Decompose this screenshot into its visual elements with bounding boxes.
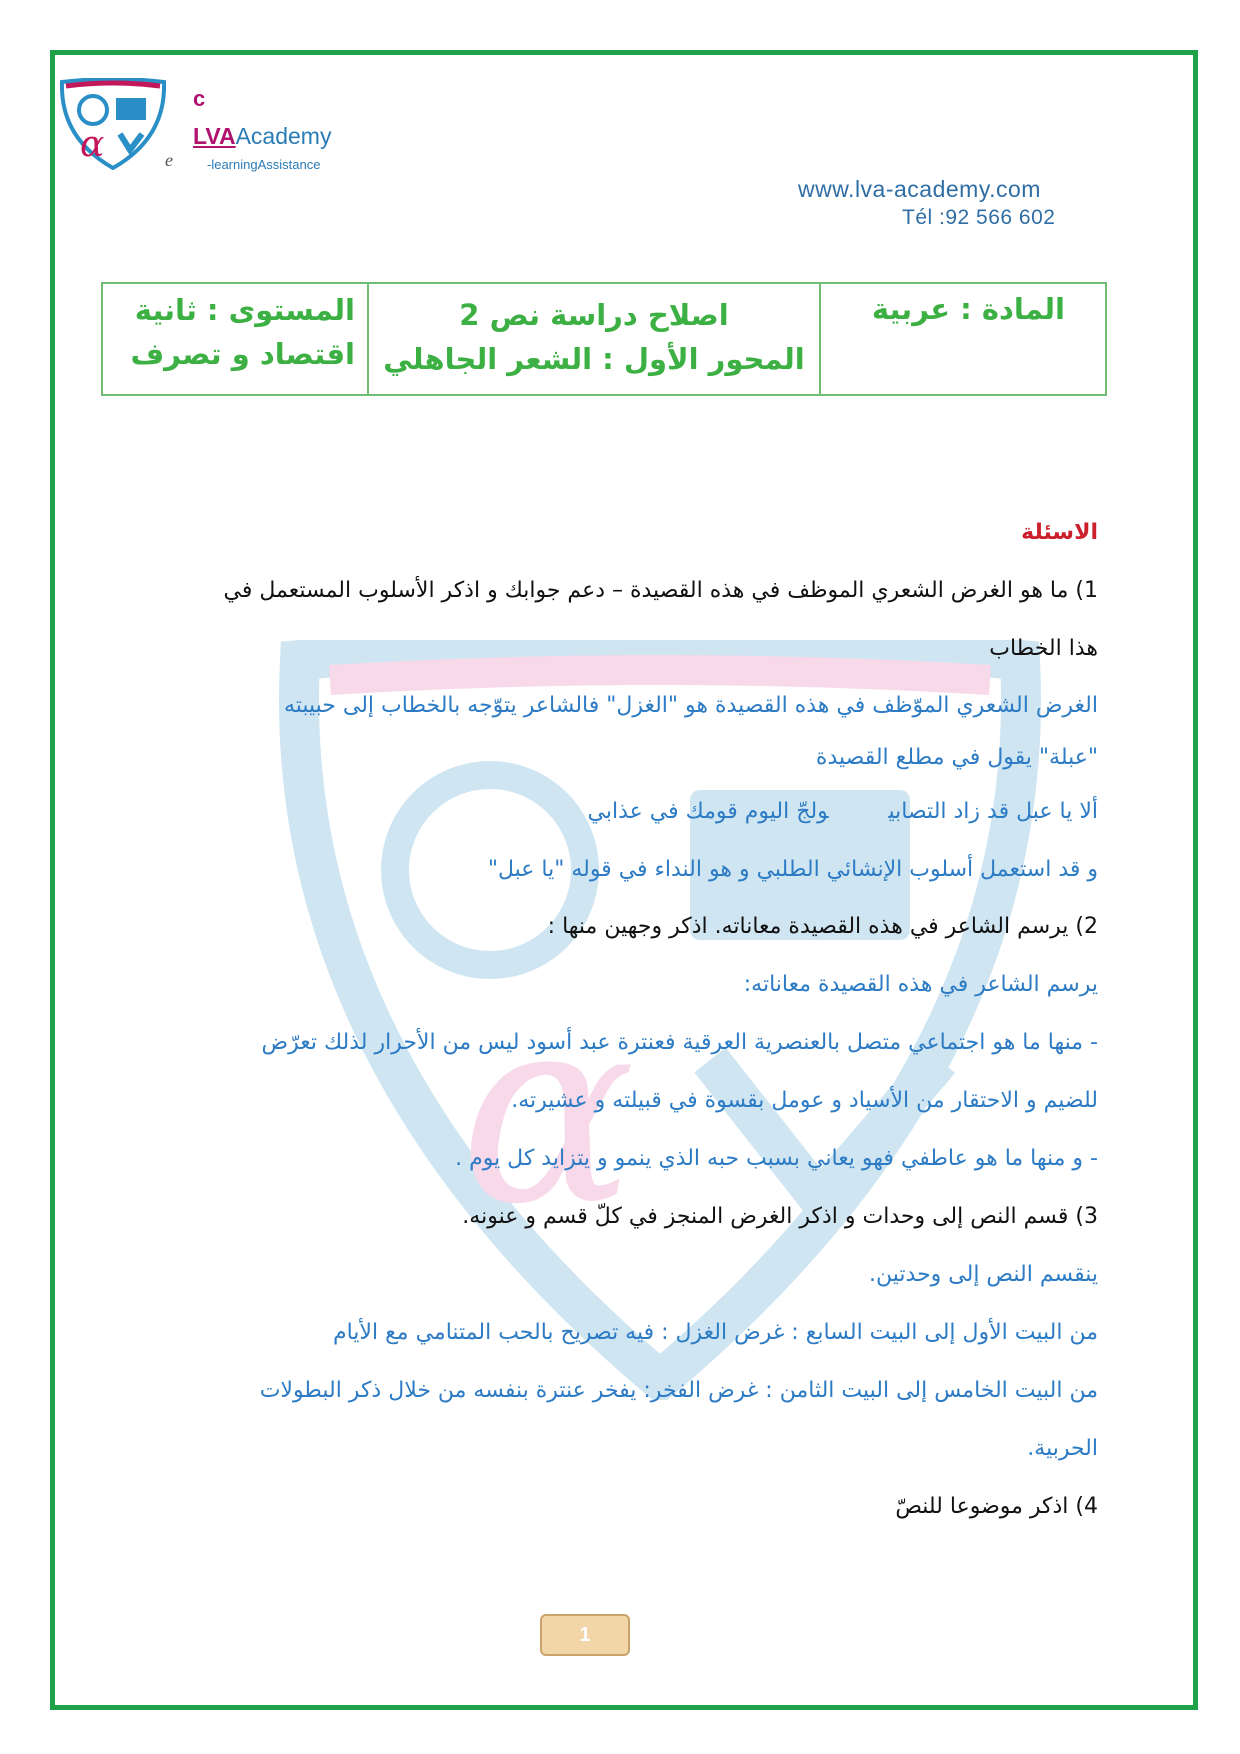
question-3: 3) قسم النص إلى وحدات و اذكر الغرض المنجز في كلّ قسم و عنونه. [462,1204,1098,1229]
logo-letter-c: c [193,86,206,111]
level-cell [103,284,367,394]
level-line-2: اقتصاد و تصرف [130,336,355,371]
question-1-line-2: هذا الخطاب [989,636,1098,661]
answer-1-verse [78,782,1098,842]
title-line-2: المحور الأول : الشعر الجاهلي [383,341,805,376]
svg-text:α: α [460,960,636,1262]
verse-hemistich-1: ألا يا عبل قد زاد التصابي [888,799,1098,824]
answer-1-line-3: و قد استعمل أسلوب الإنشائي الطلبي و هو النداء في قوله "يا عبل" [487,857,1098,882]
answer-1-line-1: الغرض الشعري الموّظف في هذه القصيدة هو "الغزل" فالشاعر يتوّجه بالخطاب إلى حبيبته [283,693,1098,718]
logo-name [193,123,331,150]
level-line-1: المستوى : ثانية [134,293,355,327]
subject-cell: المادة : عربية [819,284,1105,394]
title-cell [367,284,819,394]
answer-2-line-3: للضيم و الاحتقار من الأسياد و عومل بقسوة في قبيلته و عشيرته. [511,1088,1098,1113]
title-line-1: اصلاح دراسة نص 2 [459,298,729,332]
question-4: 4) اذكر موضوعا للنصّ [895,1494,1098,1519]
answer-1-line-2: "عبلة" يقول في مطلع القصيدة [815,745,1098,770]
page-number-badge: 1 [540,1614,630,1656]
phone-number: Tél :92 566 602 [902,206,1056,229]
verse-hemistich-2: ولجّ اليوم قومك في عذابي [587,799,829,824]
answer-2-line-2: - منها ما هو اجتماعي متصل بالعنصرية العرقية فعنترة عبد أسود ليس من الأحرار لذلك تعرّض [261,1030,1098,1055]
answer-3-line-2: من البيت الأول إلى البيت السابع : غرض الغزل : فيه تصريح بالحب المتنامي مع الأيام [332,1320,1098,1345]
logo-lva: LVA [193,123,236,149]
question-2: 2) يرسم الشاعر في هذه القصيدة معاناته. اذكر وجهين منها : [547,914,1098,939]
questions-section [78,520,1098,1536]
answer-3-line-3: من البيت الخامس إلى البيت الثامن : غرض الفخر: يفخر عنترة بنفسه من خلال ذكر البطولات [259,1378,1098,1403]
academy-logo-icon [58,78,168,170]
logo-letter-e: e [165,150,173,170]
answer-2-line-1: يرسم الشاعر في هذه القصيدة معاناته: [743,972,1098,997]
logo-subtitle: -learningAssistance [207,157,321,172]
logo-academy: Academy [235,123,332,149]
answer-3-line-1: ينقسم النص إلى وحدتين. [869,1262,1098,1287]
info-table [101,282,1107,396]
question-1-line-1: 1) ما هو الغرض الشعري الموظف في هذه القصيدة – دعم جوابك و اذكر الأسلوب المستعمل في [223,578,1098,603]
answer-3-line-4: الحربية. [1027,1436,1098,1461]
svg-text:α: α [80,124,105,165]
questions-heading: الاسئلة [1021,520,1098,545]
answer-2-line-4: - و منها ما هو عاطفي فهو يعاني بسبب حبه الذي ينمو و يتزايد كل يوم . [455,1146,1098,1171]
website-url[interactable]: www.lva-academy.com [798,176,1041,202]
